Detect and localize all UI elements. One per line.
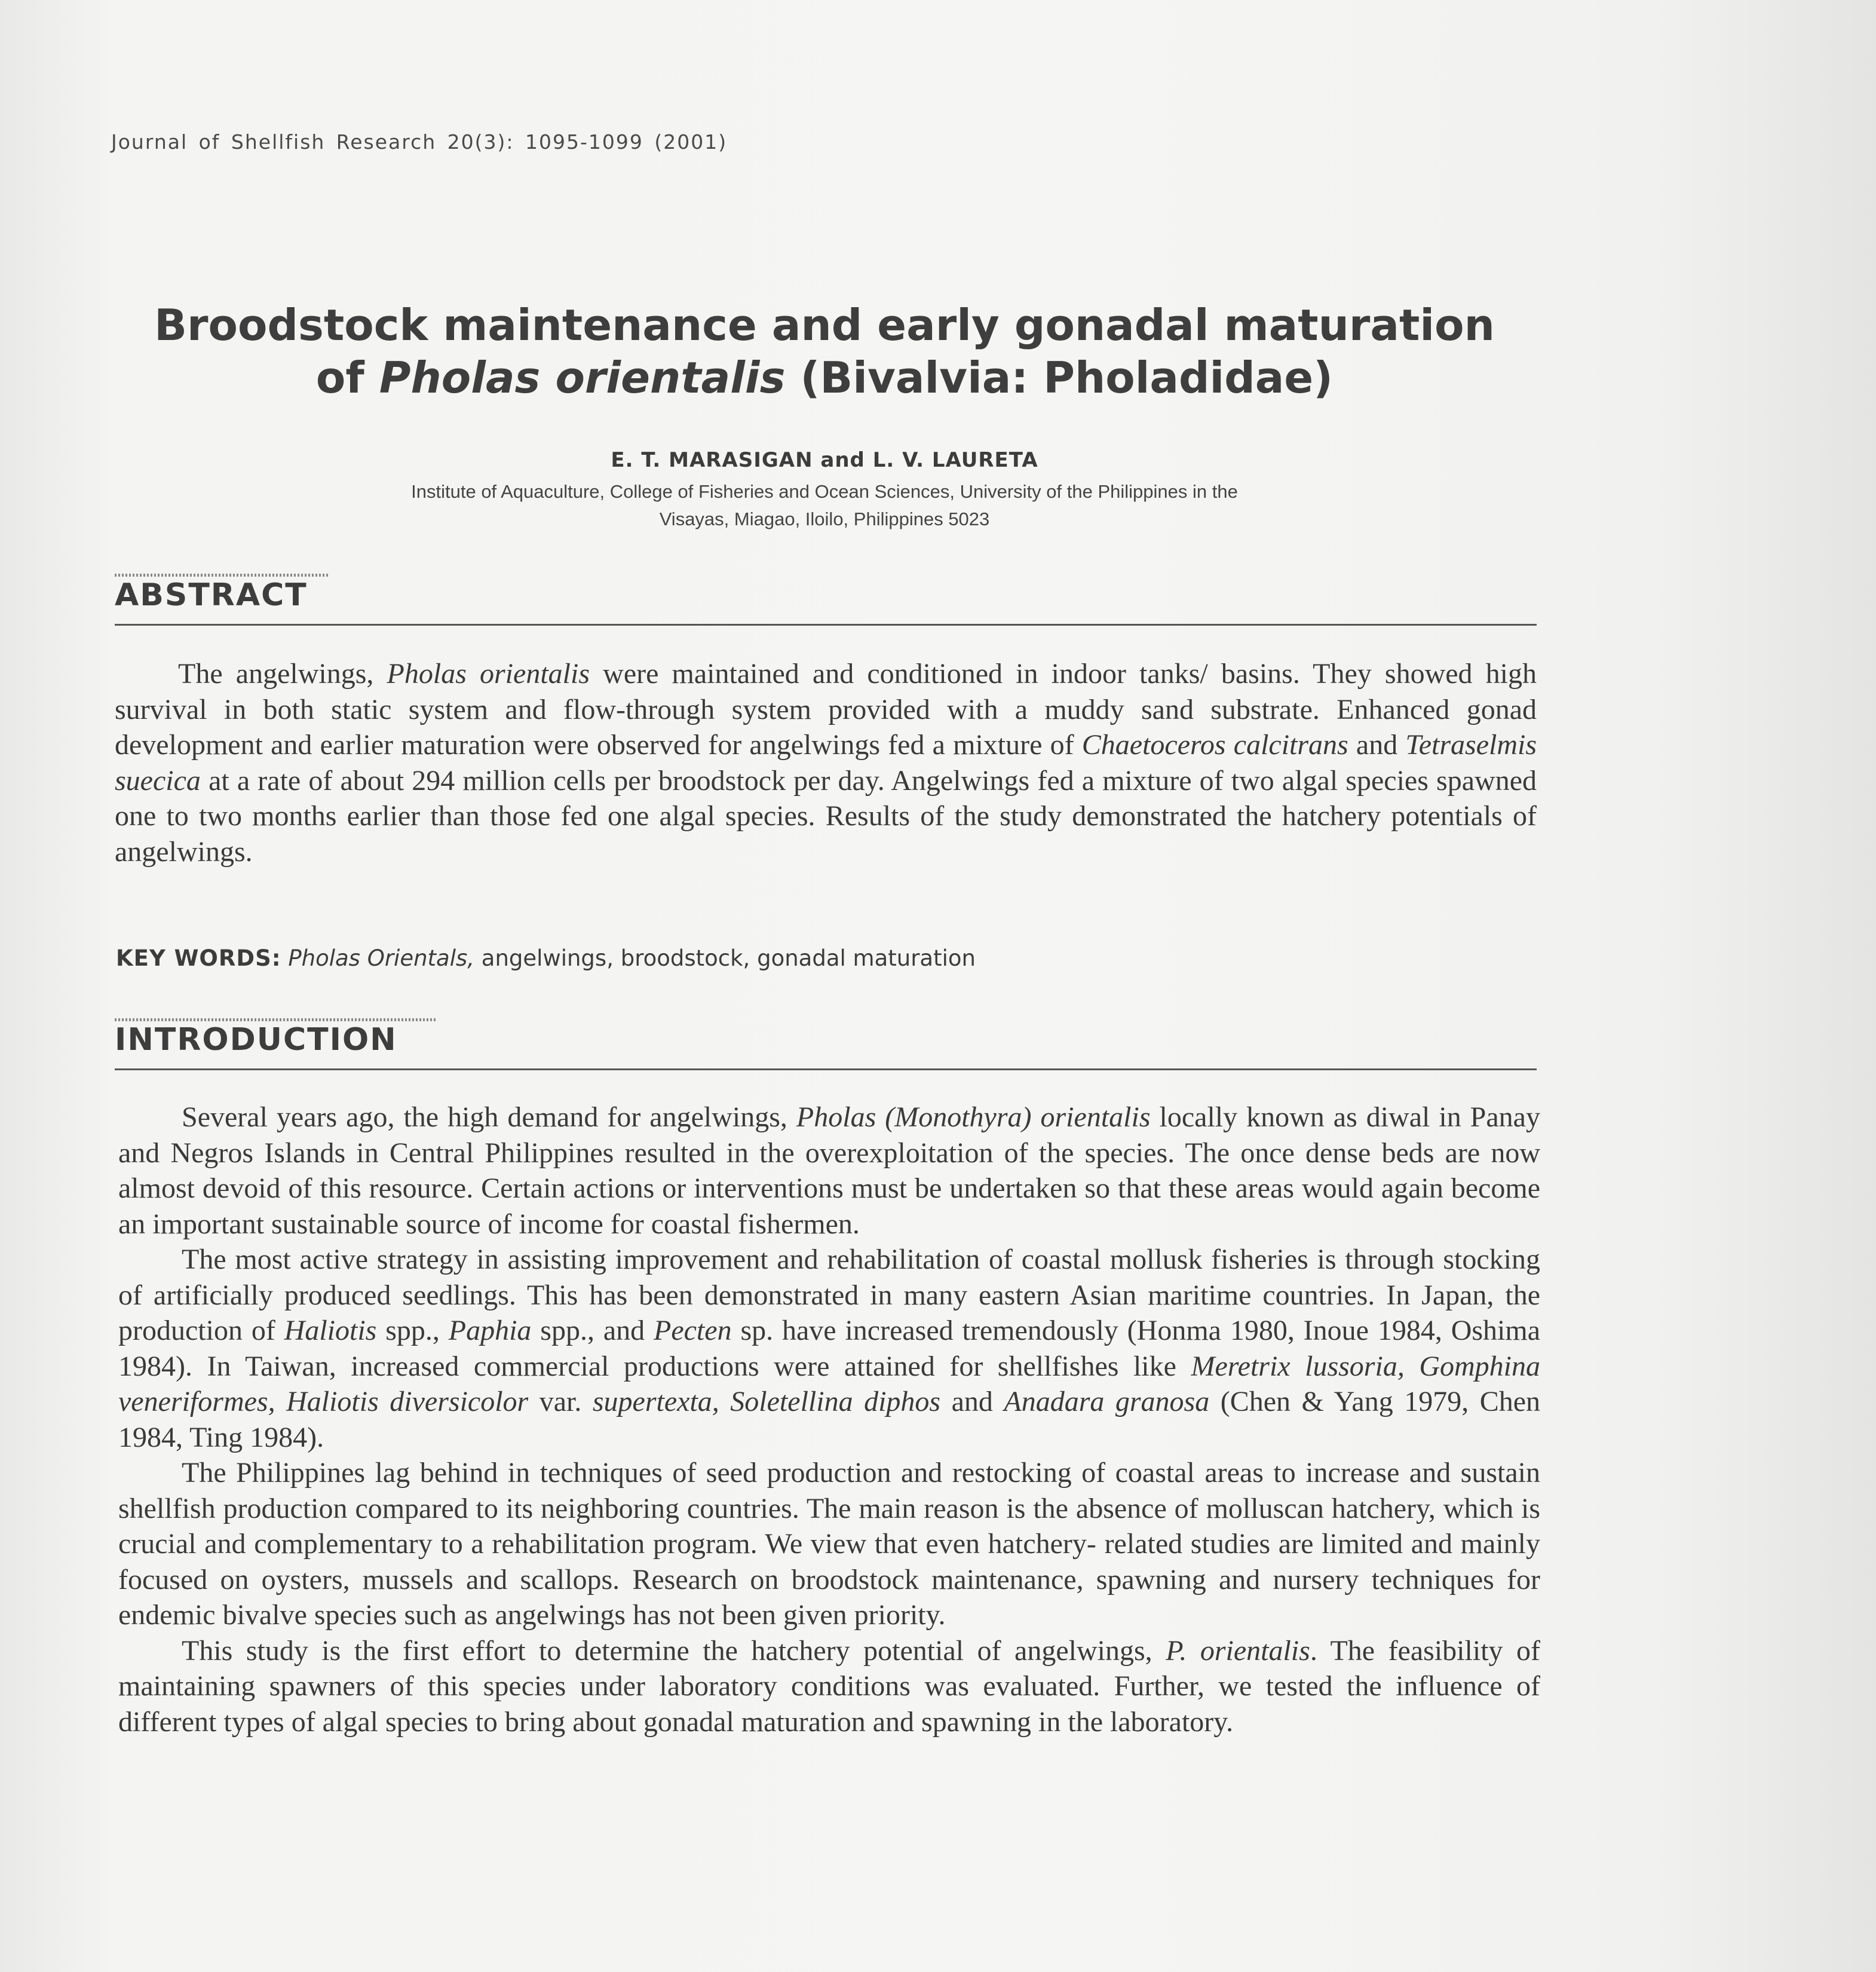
intro-p1-species: Pholas (Monothyra) orientalis <box>796 1101 1151 1133</box>
intro-p2-species-4: Meretrix lussoria, Gomphina veneriformes, Haliotis diversicolor <box>118 1350 1540 1417</box>
intro-p2-species-5: supertexta, Soletellina diphos <box>592 1386 941 1417</box>
intro-p2-species-1: Haliotis <box>284 1315 377 1346</box>
intro-paragraph-2 <box>118 1242 1540 1455</box>
intro-p1-text-1: Several years ago, the high demand for angelwings, <box>182 1101 796 1133</box>
intro-paragraph-3: The Philippines lag behind in techniques of seed production and restocking of coastal areas to increase and sustain shellfish production compared to its neighboring countries. The main reason is the absence of molluscan hatchery, which is crucial and complementary to a rehabilitation program. We view that even hatchery- related studies are limited and mainly focused on oysters, mussels and scallops. Research on broodstock maintenance, spawning and nursery techniques for endemic bivalve species such as angelwings has not been given priority. <box>118 1457 1540 1631</box>
introduction-body <box>118 1100 1540 1740</box>
abstract-paragraph <box>115 656 1537 869</box>
intro-p2-species-2: Paphia <box>448 1315 532 1346</box>
keywords-species: Pholas Orientals, <box>288 945 475 971</box>
abstract-species-1: Pholas orientalis <box>387 658 590 690</box>
article-title <box>108 299 1541 404</box>
authors: E. T. MARASIGAN and L. V. LAURETA <box>611 448 1038 472</box>
keywords-label: KEY WORDS: <box>116 945 281 971</box>
intro-p1-text-2: locally known as diwal in Panay and Negros Islands in Central Philippines resulted in the overexploitation of the species. The once dense beds are now almost devoid of this resource. Certain actions or interventions must be undertaken so that these areas would again become an important sustainable source of income for coastal fishermen. <box>118 1101 1540 1240</box>
affiliation-line-2: Visayas, Miagao, Iloilo, Philippines 5023 <box>659 509 990 529</box>
intro-p2-text-1: The most active strategy in assisting improvement and rehabilitation of coastal mollusk fisheries is through stocking of artificially produced seedlings. This has been demonstrated in many eastern Asian maritime countries. In Japan, the production of <box>118 1244 1540 1346</box>
keywords <box>116 945 976 971</box>
intro-p4-text-1: This study is the first effort to determine the hatchery potential of angelwings, <box>182 1634 1166 1667</box>
journal-citation: Journal of Shellfish Research 20(3): 1095-1099 (2001) <box>111 130 728 154</box>
abstract-species-3: Tetraselmis suecica <box>115 729 1537 797</box>
intro-paragraph-4 <box>118 1633 1540 1740</box>
title-suffix: (Bivalvia: Pholadidae) <box>785 353 1334 403</box>
abstract-species-2: Chaetoceros calcitrans <box>1081 729 1348 761</box>
abstract-text-1: The angelwings, <box>178 658 387 690</box>
intro-p2-species-3: Pecten <box>654 1315 732 1346</box>
introduction-rule <box>115 1068 1537 1070</box>
abstract-text-3: and <box>1348 729 1406 761</box>
abstract-body <box>115 656 1537 869</box>
introduction-dotted-rule <box>115 1018 436 1021</box>
abstract-dotted-rule <box>115 574 329 577</box>
title-line-2 <box>108 351 1541 404</box>
intro-p4-text-2: . The feasibility of maintaining spawners of this species under laboratory conditions was evaluated. Further, we tested the influence of different types of algal species to bring about gonadal maturation and spawning in the laboratory. <box>118 1634 1541 1738</box>
affiliation <box>108 478 1541 533</box>
intro-p2-text-3: spp., and <box>531 1315 654 1346</box>
title-species: Pholas orientalis <box>379 353 786 403</box>
intro-p4-species: P. orientalis <box>1166 1634 1310 1667</box>
abstract-text-2: were maintained and conditioned in indoor tanks/ basins. They showed high survival in both static system and flow-through system provided with a muddy sand substrate. Enhanced gonad development and earlier maturation were observed for angelwings fed a mixture of <box>115 658 1537 761</box>
intro-p2-text-5: var. <box>528 1386 593 1417</box>
intro-p2-text-6: and <box>940 1386 1004 1417</box>
affiliation-line-1: Institute of Aquaculture, College of Fisheries and Ocean Sciences, University of the Philippines in the <box>411 481 1238 502</box>
title-line-1: Broodstock maintenance and early gonadal maturation <box>154 300 1495 350</box>
abstract-heading: ABSTRACT <box>115 577 308 613</box>
abstract-rule <box>115 624 1537 626</box>
abstract-text-4: at a rate of about 294 million cells per broodstock per day. Angelwings fed a mixture of two algal species spawned one to two months earlier than those fed one algal species. Results of the study demonstrated the hatchery potentials of angelwings. <box>115 764 1537 868</box>
introduction-heading: INTRODUCTION <box>115 1022 397 1058</box>
intro-p2-text-4: sp. have increased tremendously (Honma 1980, Inoue 1984, Oshima 1984). In Taiwan, increased commercial productions were attained for shellfishes like <box>118 1315 1541 1382</box>
title-prefix: of <box>315 353 379 403</box>
intro-paragraph-1 <box>118 1100 1540 1242</box>
intro-p2-text-7: (Chen & Yang 1979, Chen 1984, Ting 1984). <box>118 1386 1541 1453</box>
intro-p2-species-6: Anadara granosa <box>1004 1386 1210 1417</box>
keywords-rest: angelwings, broodstock, gonadal maturation <box>474 945 976 971</box>
intro-p2-text-2: spp., <box>376 1315 449 1346</box>
